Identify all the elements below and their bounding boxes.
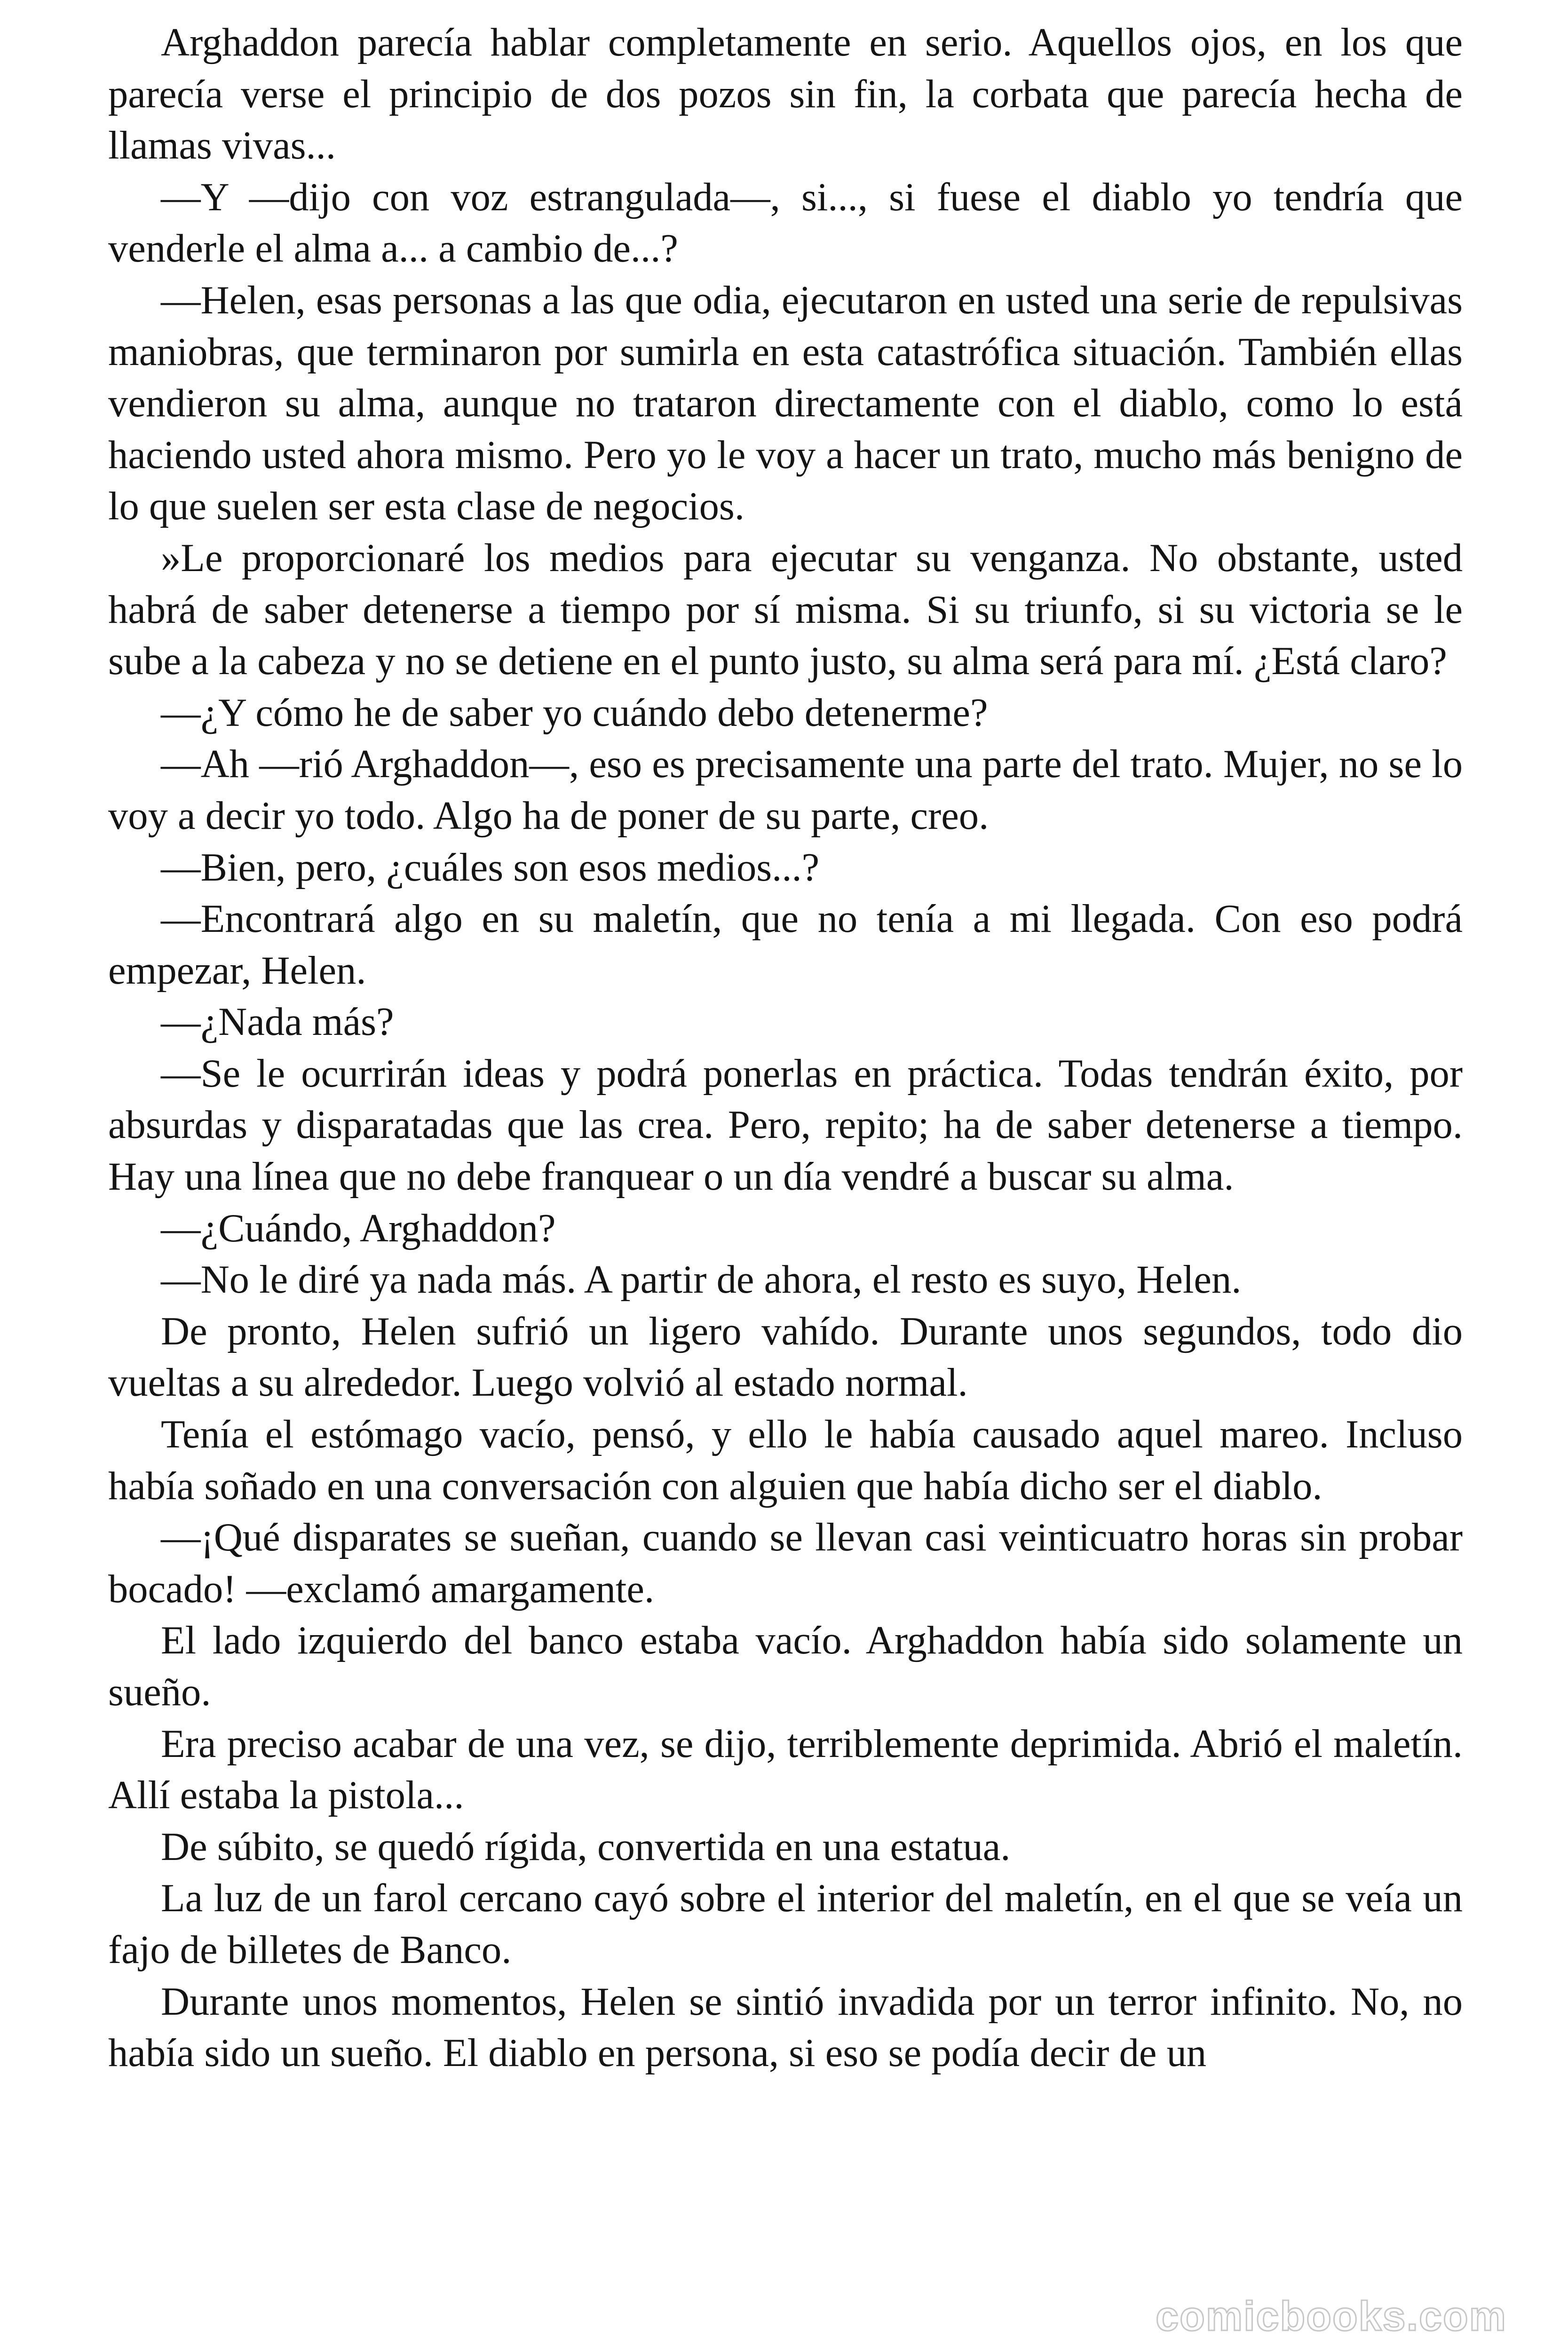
paragraph: —¿Y cómo he de saber yo cuándo debo detenerme? [161, 691, 988, 735]
paragraph: —Ah —rió Arghaddon—, eso es precisamente una parte del trato. Mujer, no se lo voy a decir yo todo. Algo ha de poner de su parte, creo. [108, 742, 1463, 838]
paragraph: Durante unos momentos, Helen se sintió invadida por un terror infinito. No, no había sido un sueño. El diablo en persona, si eso se podía decir de un [108, 1979, 1463, 2075]
paragraph: La luz de un farol cercano cayó sobre el interior del maletín, en el que se veía un fajo de billetes de Banco. [108, 1876, 1463, 1972]
paragraph: —¿Nada más? [161, 1000, 394, 1044]
paragraph: —Helen, esas personas a las que odia, ejecutaron en usted una serie de repulsivas maniobras, que terminaron por sumirla en esta catastrófica situación. También ellas vendieron su alma, aunque no trataron directamente con el diablo, como lo está haciendo usted ahora mismo. Pero yo le voy a hacer un trato, mucho más benigno de lo que suelen ser esta clase de negocios. [108, 278, 1463, 529]
paragraph: Tenía el estómago vacío, pensó, y ello le había causado aquel mareo. Incluso había soñado en una conversación con alguien que había dicho ser el diablo. [108, 1413, 1463, 1508]
paragraph: De pronto, Helen sufrió un ligero vahído. Durante unos segundos, todo dio vueltas a su alrededor. Luego volvió al estado normal. [108, 1309, 1463, 1405]
paragraph: —Encontrará algo en su maletín, que no tenía a mi llegada. Con eso podrá empezar, Helen. [108, 897, 1463, 993]
paragraph: —Bien, pero, ¿cuáles son esos medios...? [161, 845, 820, 890]
paragraph: —¿Cuándo, Arghaddon? [161, 1206, 556, 1250]
paragraph: El lado izquierdo del banco estaba vacío. Arghaddon había sido solamente un sueño. [108, 1619, 1463, 1714]
paragraph: »Le proporcionaré los medios para ejecutar su venganza. No obstante, usted habrá de saber detenerse a tiempo por sí misma. Si su triunfo, si su victoria se le sube a la cabeza y no se detiene en el punto justo, su alma será para mí. ¿Está claro? [108, 536, 1463, 683]
paragraph: —Se le ocurrirán ideas y podrá ponerlas en práctica. Todas tendrán éxito, por absurdas y disparatadas que las crea. Pero, repito; ha de saber detenerse a tiempo. Hay una línea que no debe franquear o un día vendré a buscar su alma. [108, 1051, 1463, 1199]
paragraph: —No le diré ya nada más. A partir de ahora, el resto es suyo, Helen. [161, 1258, 1242, 1302]
watermark-logo: comicbooks.com [1156, 2293, 1507, 2339]
paragraph: —¡Qué disparates se sueñan, cuando se llevan casi veinticuatro horas sin probar bocado! —exclamó amargamente. [108, 1516, 1463, 1611]
paragraph: De súbito, se quedó rígida, convertida en una estatua. [161, 1825, 1011, 1869]
paragraph: Arghaddon parecía hablar completamente en serio. Aquellos ojos, en los que parecía verse el principio de dos pozos sin fin, la corbata que parecía hecha de llamas vivas... [108, 21, 1463, 168]
paragraph: —Y —dijo con voz estrangulada—, si..., si fuese el diablo yo tendría que venderle el alma a... a cambio de...? [108, 175, 1463, 271]
paragraph: Era preciso acabar de una vez, se dijo, terriblemente deprimida. Abrió el maletín. Allí estaba la pistola... [108, 1722, 1463, 1818]
page-body [108, 17, 1463, 2079]
